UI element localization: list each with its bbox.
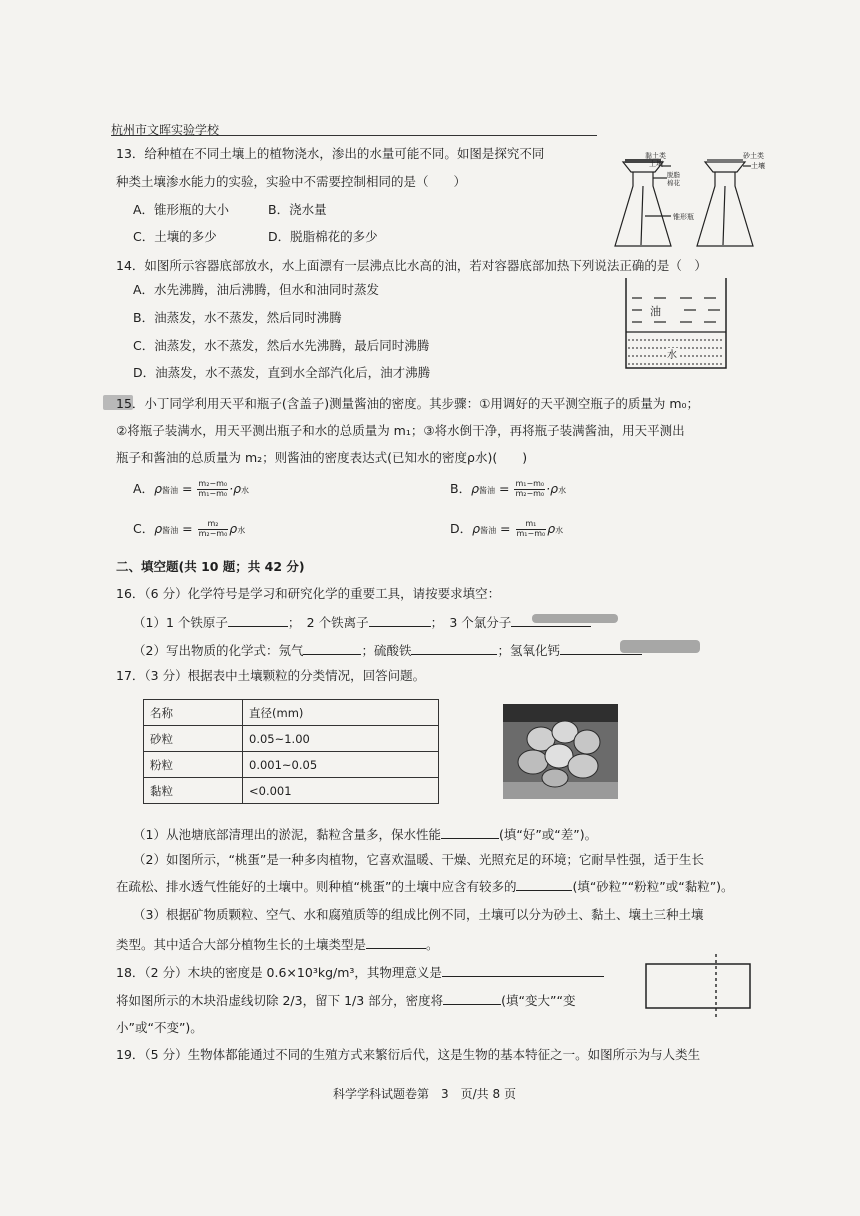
q14-option-a: A．水先沸腾，油后沸腾，但水和油同时蒸发: [133, 282, 380, 297]
table-header-row: [144, 700, 439, 726]
q17-part2-line2: 在疏松、排水透气性能好的土壤中。则种植“桃蛋”的土壤中应含有较多的 (填“砂粒”“粉粒”或“黏粒”)。: [116, 879, 734, 894]
q13-stem-line1: 13．给种植在不同土壤上的植物浇水，渗出的水量可能不同。如图是探究不同: [116, 146, 545, 161]
label-clay-soil: 黏土类: [645, 152, 666, 160]
q17-stem: 17．（3 分）根据表中土壤颗粒的分类情况，回答问题。: [116, 668, 426, 683]
section-title: 二、填空题(共 10 题；共 42 分): [116, 559, 305, 574]
q13-stem-line2: 种类土壤渗水能力的实验，实验中不需要控制相同的是（ ）: [116, 174, 467, 189]
oil-water-container-figure: [624, 276, 730, 372]
q16-line1: （1）1 个铁原子 ； 2 个铁离子 ； 3 个氯分子: [133, 614, 591, 630]
page-footer: 科学学科试题卷第 3 页/共 8 页: [333, 1087, 516, 1101]
fraction: $\frac{\text{m₁−m₀}}{\text{m₂−m₀}}$: [515, 479, 545, 498]
q14-stem: 14．如图所示容器底部放水，水上面漂有一层沸点比水高的油，若对容器底部加热下列说法正确的是（ ）: [116, 258, 707, 273]
q15-option-b: B．ρ酱油 = $\frac{\text{m₁−m₀}}{\text{m₂−m₀}}$ ·ρ水: [450, 479, 567, 498]
table-row: [144, 726, 439, 752]
label-water: 水: [667, 350, 677, 361]
q15-option-a: A．ρ酱油 = $\frac{\text{m₂−m₀}}{\text{m₁−m₀}}$ ·ρ水: [133, 479, 250, 498]
answer-blank[interactable]: [303, 642, 361, 655]
q15-line1: 15．小丁同学利用天平和瓶子(含盖子)测量酱油的密度。其步骤：①用调好的天平测空瓶子的质量为 m₀；: [116, 396, 700, 411]
succulent-photo: [503, 704, 618, 799]
answer-blank[interactable]: [443, 992, 501, 1005]
label-sand-soil: 砂土类: [743, 152, 764, 160]
q18-line2: 将如图所示的木块沿虚线切除 2/3，留下 1/3 部分，密度将 (填“变大”“变: [116, 993, 576, 1008]
q13-option-d: D．脱脂棉花的多少: [268, 229, 378, 244]
label-cotton-2: 棉花: [667, 179, 680, 187]
answer-blank[interactable]: [411, 642, 497, 655]
wood-block-figure: [640, 952, 760, 1020]
table-cell: 砂粒: [144, 726, 243, 752]
q18-line1: 18．（2 分）木块的密度是 0.6×10³kg/m³，其物理意义是: [116, 964, 604, 980]
label-oil: 油: [650, 305, 661, 318]
pen-scribble: [532, 614, 618, 623]
header-rule: [111, 135, 597, 136]
table-cell: 0.001~0.05: [243, 752, 439, 778]
fraction: $\frac{\text{m₂}}{\text{m₂−m₀}}$: [198, 519, 228, 538]
school-name: 杭州市文晖实验学校: [111, 123, 220, 137]
q15-option-c: C．ρ酱油 = $\frac{\text{m₂}}{\text{m₂−m₀}}$ ρ水: [133, 519, 246, 538]
pen-scribble: [620, 640, 700, 653]
q13-option-b: B．浇水量: [268, 202, 327, 217]
q14-option-c: C．油蒸发，水不蒸发，然后水先沸腾，最后同时沸腾: [133, 338, 430, 353]
soil-particle-table: [143, 699, 439, 804]
answer-blank[interactable]: [369, 614, 431, 627]
q18-line3: 小”或“不变”)。: [116, 1020, 203, 1035]
table-cell: 0.05~1.00: [243, 726, 439, 752]
answer-blank[interactable]: [366, 936, 426, 949]
table-header: 直径(mm): [243, 700, 439, 726]
table-cell: 黏粒: [144, 778, 243, 804]
q13-option-a: A．锥形瓶的大小: [133, 202, 230, 217]
soil-flask-figure: [605, 150, 775, 260]
q17-part3-line1: （3）根据矿物质颗粒、空气、水和腐殖质等的组成比例不同，土壤可以分为砂土、黏土、壤土三种土壤: [133, 907, 704, 922]
q14-option-d: D．油蒸发，水不蒸发，直到水全部汽化后，油才沸腾: [133, 365, 431, 380]
q16-line2: （2）写出物质的化学式：氖气 ；硫酸铁 ；氢氧化钙: [133, 642, 642, 658]
q15-line2: ②将瓶子装满水，用天平测出瓶子和水的总质量为 m₁；③将水倒干净，再将瓶子装满酱油，用天平测出: [116, 423, 685, 438]
q13-option-c: C．土壤的多少: [133, 229, 217, 244]
fraction: $\frac{\text{m₂−m₀}}{\text{m₁−m₀}}$: [198, 479, 228, 498]
q17-part3-line2: 类型。其中适合大部分植物生长的土壤类型是 。: [116, 937, 439, 952]
label-cotton: 脱脂: [667, 171, 680, 179]
q17-part1: （1）从池塘底部清理出的淤泥，黏粒含量多，保水性能 (填“好”或“差”)。: [133, 827, 598, 842]
q19-line1: 19．（5 分）生物体都能通过不同的生殖方式来繁衍后代，这是生物的基本特征之一。如图所示为与人类生: [116, 1047, 701, 1062]
table-cell: <0.001: [243, 778, 439, 804]
label-flask: 锥形瓶: [673, 213, 694, 221]
answer-blank[interactable]: [228, 614, 288, 627]
table-row: [144, 778, 439, 804]
q17-part2-line1: （2）如图所示，“桃蛋”是一种多肉植物，它喜欢温暖、干燥、光照充足的环境；它耐旱性强，适于生长: [133, 852, 704, 867]
answer-blank[interactable]: [441, 826, 499, 839]
q14-option-b: B．油蒸发，水不蒸发，然后同时沸腾: [133, 310, 342, 325]
fraction: $\frac{\text{m₁}}{\text{m₁−m₀}}$: [516, 519, 546, 538]
label-sand-soil-2: 土壤: [751, 162, 765, 170]
table-cell: 粉粒: [144, 752, 243, 778]
q15-line3: 瓶子和酱油的总质量为 m₂；则酱油的密度表达式(已知水的密度ρ水)( ): [116, 450, 528, 465]
label-clay-soil-2: 土壤: [649, 160, 663, 168]
table-row: [144, 752, 439, 778]
q16-stem: 16．（6 分）化学符号是学习和研究化学的重要工具，请按要求填空：: [116, 586, 501, 601]
answer-blank[interactable]: [442, 964, 604, 977]
table-header: 名称: [144, 700, 243, 726]
answer-blank[interactable]: [516, 878, 572, 891]
sand-soil-layer: [707, 159, 743, 163]
q15-option-d: D．ρ酱油 = $\frac{\text{m₁}}{\text{m₁−m₀}}$ ρ水: [450, 519, 564, 538]
